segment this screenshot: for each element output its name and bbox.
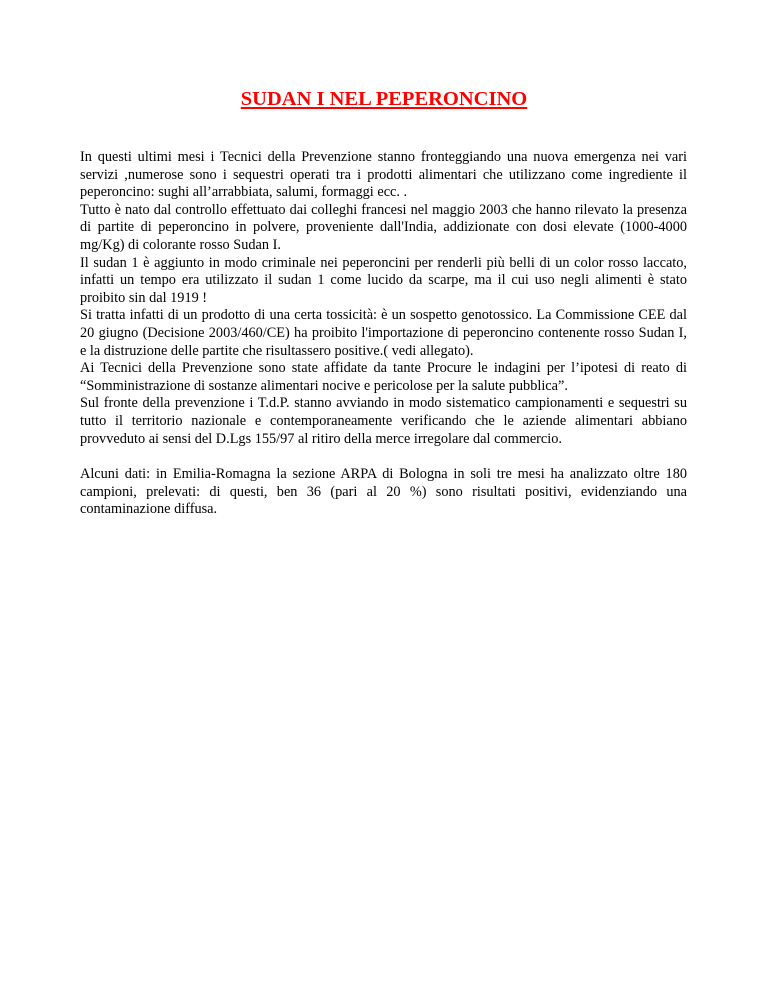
paragraph-1: In questi ultimi mesi i Tecnici della Prevenzione stanno fronteggiando una nuova emergenza nei vari servizi ,numerose sono i sequestri operati tra i prodotti alimentari che utilizzano come ingrediente il peperoncino: sughi all’arrabbiata, salumi, formaggi ecc. . [80,149,687,201]
document-body [80,149,687,519]
paragraph-2: Tutto è nato dal controllo effettuato dai colleghi francesi nel maggio 2003 che hanno rilevato la presenza di partite di peperoncino in polvere, proveniente dall'India, addizionate con dosi elevate (1000-4000 mg/Kg) di colorante rosso Sudan I. [80,201,687,253]
paragraph-5: Ai Tecnici della Prevenzione sono state affidate da tante Procure le indagini per l’ipotesi di reato di “Somministrazione di sostanze alimentari nocive e pericolose per la salute pubblica”. [80,360,687,394]
paragraph-spacer [80,448,687,466]
paragraph-3: Il sudan 1 è aggiunto in modo criminale nei peperoncini per renderli più belli di un color rosso laccato, infatti un tempo era utilizzato il sudan 1 come lucido da scarpe, ma il cui uso negli alimenti è stato proibito sin dal 1919 ! [80,254,687,306]
paragraph-6: Sul fronte della prevenzione i T.d.P. stanno avviando in modo sistematico campionamenti e sequestri su tutto il territorio nazionale e contemporaneamente verificando che le aziende alimentari abbiano provveduto ai sensi del D.Lgs 155/97 al ritiro della merce irregolare dal commercio. [80,395,687,447]
closing-paragraph: Alcuni dati: in Emilia-Romagna la sezione ARPA di Bologna in soli tre mesi ha analizzato oltre 180 campioni, prelevati: di questi, ben 36 (pari al 20 %) sono risultati positivi, evidenziando una contaminazione diffusa. [80,466,687,518]
paragraph-4: Si tratta infatti di un prodotto di una certa tossicità: è un sospetto genotossico. La Commissione CEE dal 20 giugno (Decisione 2003/460/CE) ha proibito l'importazione di peperoncino contenente rosso Sudan I, e la distruzione delle partite che risultassero positive.( vedi allegato). [80,307,687,359]
document-title: SUDAN I NEL PEPERONCINO [240,88,528,110]
